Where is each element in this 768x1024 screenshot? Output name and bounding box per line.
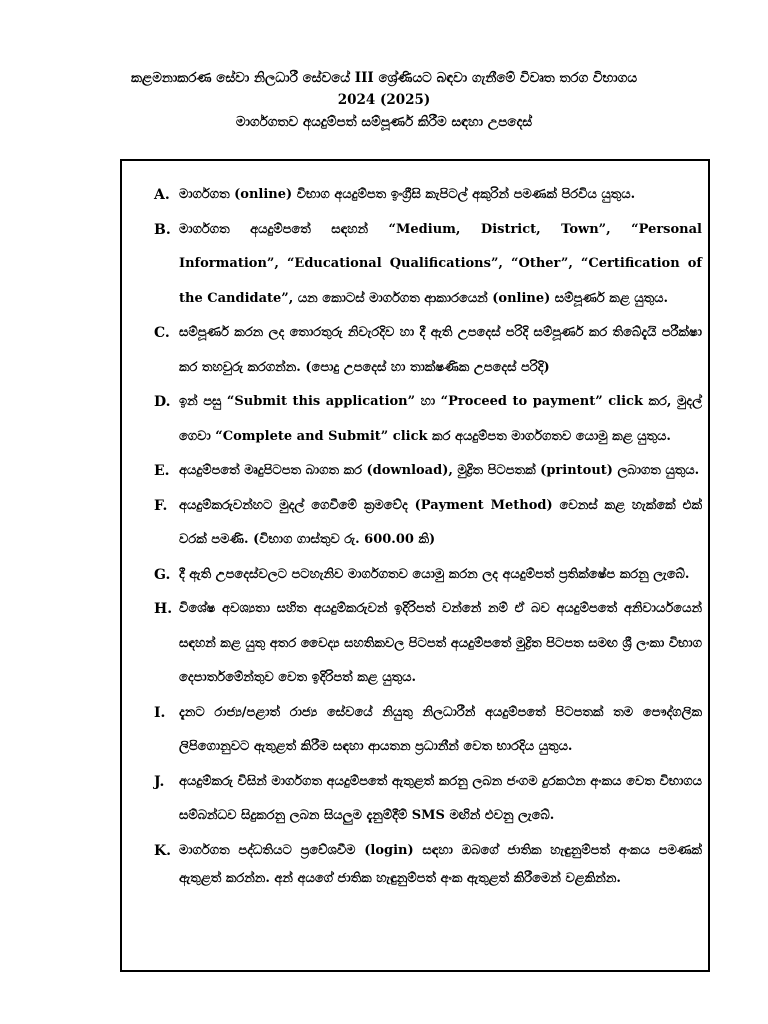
- instructions-title: මාර්ගගතව අයදුම්පත් සම්පූර්ණ කිරීම සඳහා උපදෙස්: [235, 114, 533, 130]
- instructions-list: [154, 178, 702, 893]
- item-letter: J.: [154, 773, 165, 790]
- item-text: අයදුම්කරුවන්හට මුදල් ගෙවීමේ ක්‍රමවේද (Payment Method) වෙනස් කළ හැක්කේ එක් වරක් පමණි. (විභාග ගාස්තුව රු. 600.00 කි): [179, 497, 702, 547]
- document-header: [0, 67, 768, 133]
- item-letter: B.: [154, 221, 171, 238]
- instruction-item-e: [154, 454, 702, 489]
- item-letter: C.: [154, 325, 170, 341]
- exam-title: කළමනාකරණ සේවා නිලධාරී සේවයේ III ශ්‍රේණියට බඳවා ගැනීමේ විවෘත තරග විභාගය: [130, 70, 638, 86]
- item-text: මාර්ගගත පද්ධතියට ප්‍රවේශවීම (login) සඳහා ඔබගේ ජාතික හැඳුනුම්පත් අංකය පමණක් ඇතුළත් කරන්න. අන් අයගේ ජාතික හැඳුනුම්පත් අංක ඇතුළත් කිරීමෙන් වළකින්න.: [179, 842, 702, 886]
- exam-year: 2024 (2025): [337, 92, 431, 108]
- instruction-item-k: [154, 837, 702, 893]
- item-letter: K.: [154, 842, 172, 859]
- instruction-item-d: [154, 385, 702, 454]
- item-text: දැනට රාජ්‍ය/පළාත් රාජ්‍ය සේවයේ නියුතු නිලධාරීන් අයදුම්පතේ පිටපතක් තම පෞද්ගලික ලිපිගොනුවට ඇතුළත් කිරීම සඳහා ආයතන ප්‍රධානීන් වෙත භාරදිය යුතුය.: [179, 704, 702, 754]
- item-text: දී ඇති උපදෙස්වලට පටහැනිව මාර්ගගතව යොමු කරන ලද අයදුම්පත් ප්‍රතික්ෂේප කරනු ලැබේ.: [179, 566, 690, 582]
- item-letter: F.: [154, 497, 168, 514]
- item-text: ඉන් පසු “Submit this application” හා “Proceed to payment” click කර, මුදල් ගෙවා “Complete and Submit” click කර අයදුම්පත මාර්ගගතව යොමු කළ යුතුය.: [179, 394, 702, 444]
- item-letter: I.: [154, 704, 166, 721]
- item-text: සම්පූර්ණ කරන ලද තොරතුරු නිවැරදිව හා දී ඇති උපදෙස් පරිදි සම්පූර්ණ කර තිබේදැයි පරීක්ෂා කර තහවුරු කරගන්න. (පොදු උපදෙස් හා තාක්ෂණික උපදෙස් පරිදි): [179, 325, 702, 375]
- item-letter: E.: [154, 463, 170, 479]
- instruction-item-c: [154, 316, 702, 385]
- instruction-item-a: [154, 178, 702, 213]
- instruction-item-h: [154, 592, 702, 696]
- item-text: මාර්ගගත (online) විභාග අයදුම්පත ඉංග්‍රීසි කැපිටල් අකුරින් පමණක් පිරවිය යුතුය.: [179, 187, 636, 202]
- instruction-item-b: [154, 213, 702, 317]
- item-text: මාර්ගගත අයදුම්පතේ සඳහන් “Medium, District, Town”, “Personal Information”, “Educational Qualifications”, “Other”, “Certification of the Candidate”, යන කොටස් මාර්ගගත ආකාරයෙන් (online) සම්පූර්ණ කළ යුතුය.: [179, 221, 702, 306]
- item-text: විශේෂ අවශ්‍යතා සහිත අයදුම්කරුවන් ඉදිරිපත් වන්නේ නම් ඒ බව අයදුම්පතේ අනිවාර්යයෙන් සඳහන් කළ යුතු අතර වෛද්‍ය සහතිකවල පිටපත් අයදුම්පතේ මුද්‍රිත පිටපත සමඟ ශ්‍රී ලංකා විභාග දෙපාර්තමේන්තුව වෙත ඉදිරිපත් කළ යුතුය.: [179, 601, 702, 685]
- item-text: අයදුම්කරු විසින් මාර්ගගත අයදුම්පතේ ඇතුළත් කරනු ලබන ජංගම දුරකථන අංකය වෙත විභාගය සම්බන්ධව සිදුකරනු ලබන සියලුම දැනුම්දීම් SMS මඟින් එවනු ලැබේ.: [179, 773, 702, 823]
- item-letter: D.: [154, 394, 171, 410]
- instruction-item-g: [154, 558, 702, 593]
- item-letter: G.: [154, 566, 171, 583]
- instruction-item-j: [154, 765, 702, 834]
- item-letter: A.: [154, 187, 170, 203]
- instruction-item-i: [154, 696, 702, 765]
- item-text: අයදුම්පතේ මෘදුපිටපත බාගත කර (download), මුද්‍රිත පිටපතක් (printout) ලබාගත යුතුය.: [179, 463, 700, 478]
- instruction-item-f: [154, 489, 702, 558]
- item-letter: H.: [154, 601, 173, 617]
